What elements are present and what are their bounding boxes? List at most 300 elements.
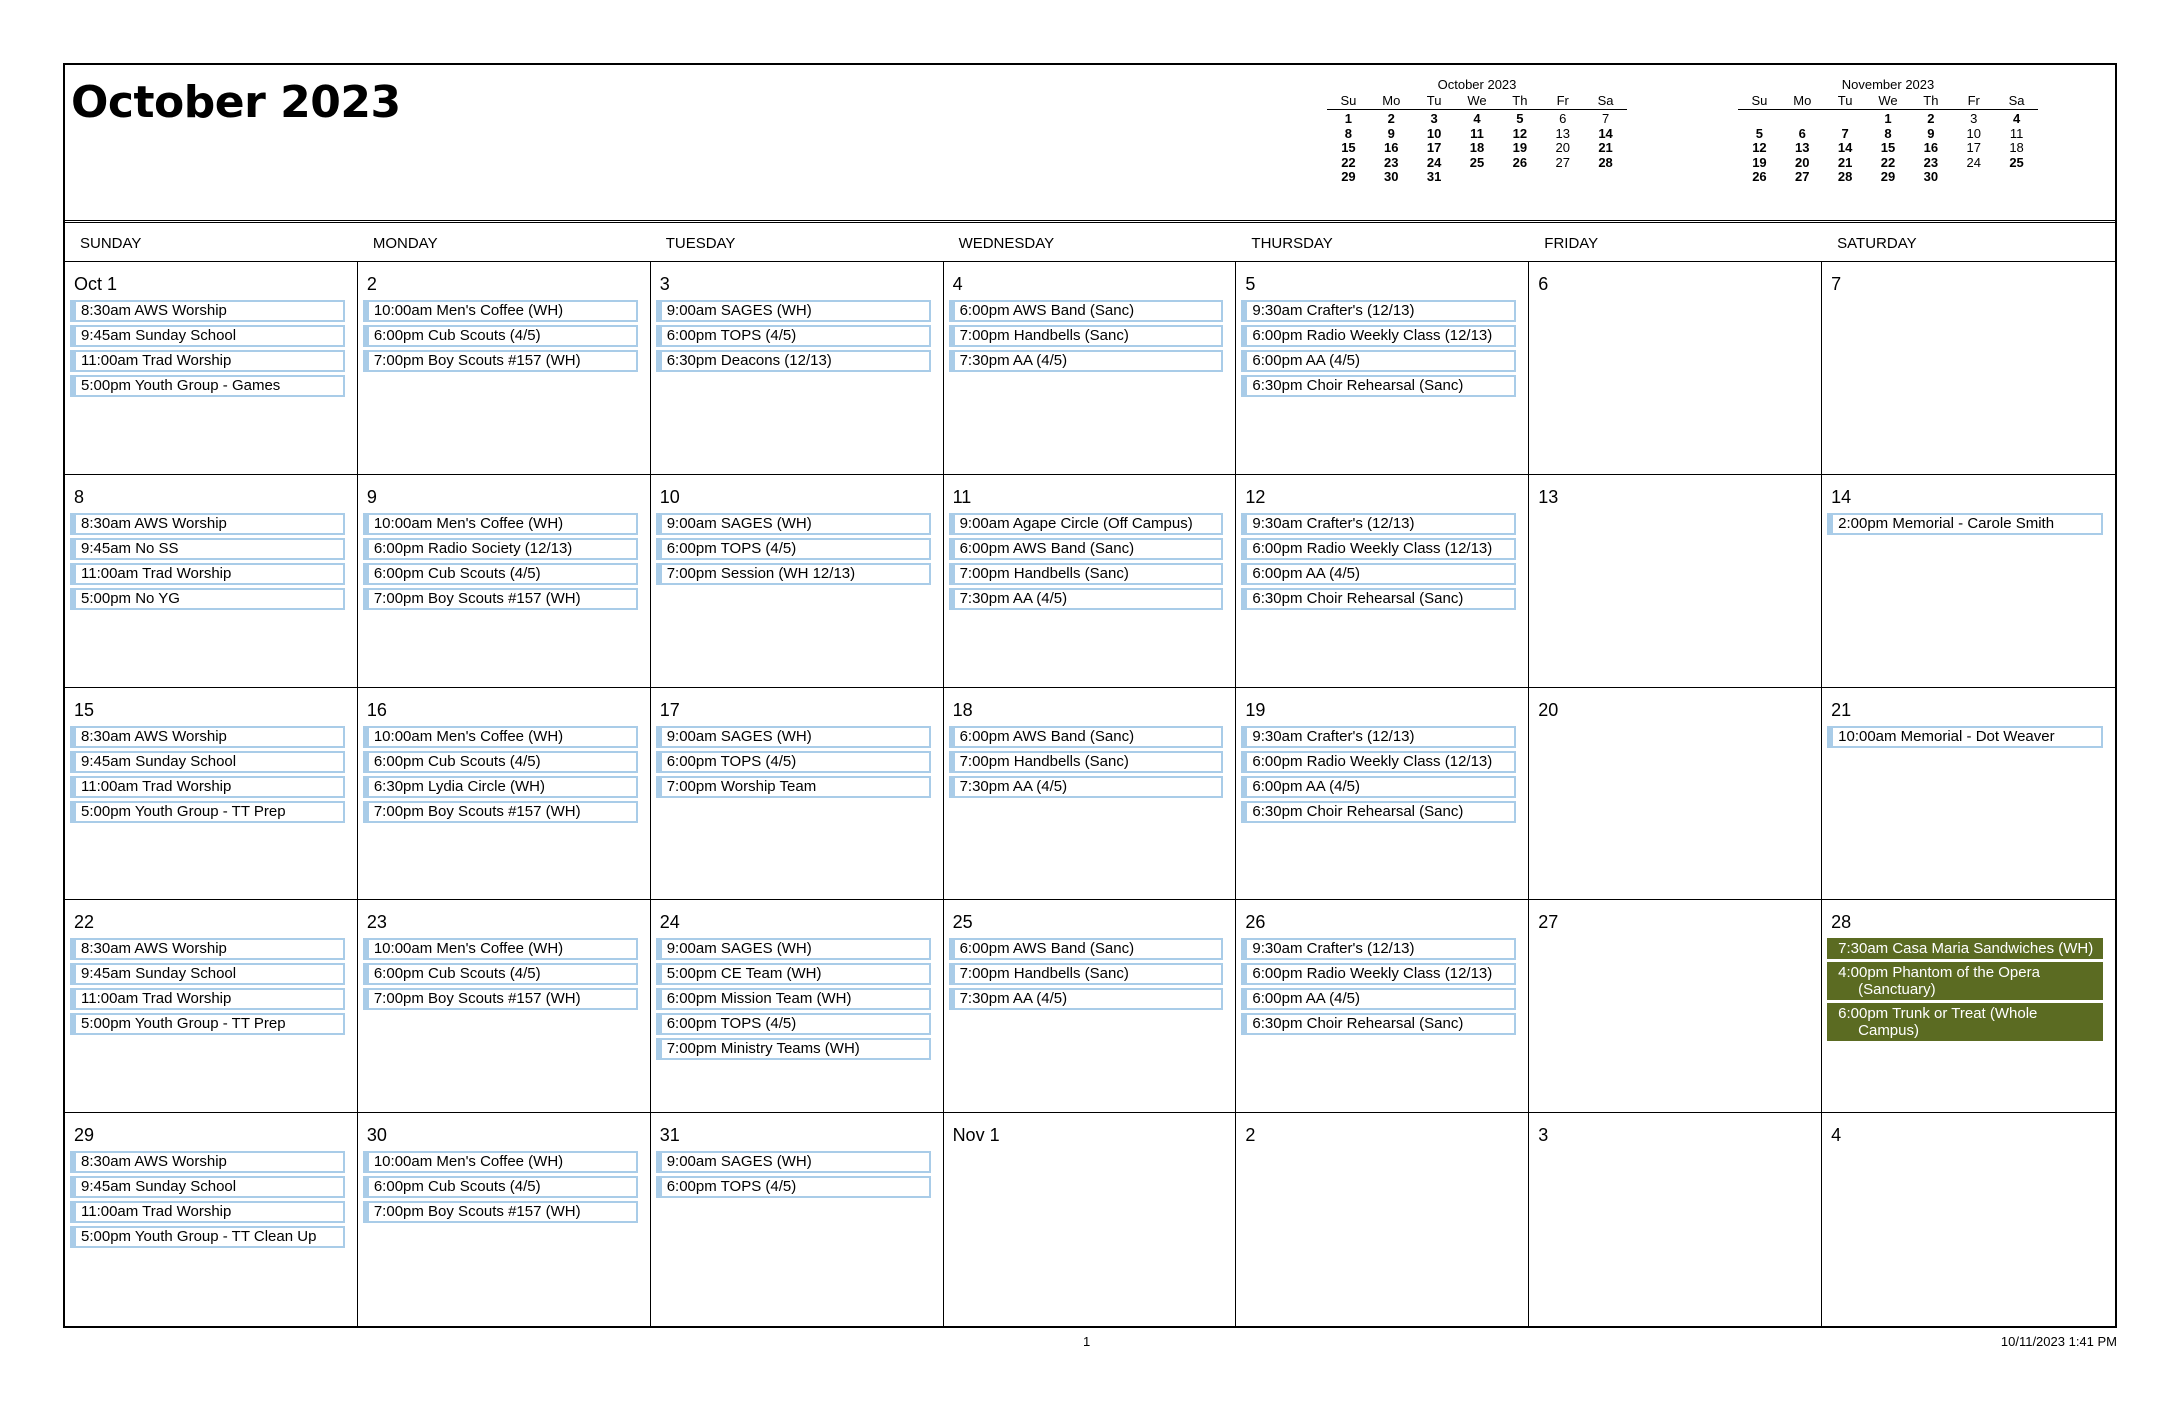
mini-day[interactable]: 6 xyxy=(1559,111,1567,126)
mini-day xyxy=(1995,170,2038,185)
mini-day[interactable]: 13 xyxy=(1795,140,1810,155)
calendar-event[interactable] xyxy=(949,751,1224,773)
mini-day[interactable]: 24 xyxy=(1426,154,1442,170)
calendar-event[interactable] xyxy=(70,801,345,823)
calendar-event[interactable] xyxy=(363,938,638,960)
event-text: 11:00am Trad Worship xyxy=(81,990,232,1008)
event-text: 6:30pm Deacons (12/13) xyxy=(666,352,832,369)
mini-day[interactable]: 1 xyxy=(1344,111,1353,126)
calendar-event[interactable] xyxy=(363,1201,638,1223)
calendar-event[interactable] xyxy=(1827,513,2103,535)
mini-weekday-label: Su xyxy=(1751,93,1768,108)
mini-weekday-label: Fr xyxy=(1967,93,1980,108)
event-text: 6:00pm Radio Weekly Class (12/13) xyxy=(1252,327,1493,344)
mini-day[interactable]: 3 xyxy=(1430,111,1438,126)
day-cell[interactable] xyxy=(358,475,651,688)
day-cell[interactable] xyxy=(65,900,358,1113)
day-cell[interactable] xyxy=(1529,900,1822,1113)
calendar-event[interactable] xyxy=(1241,938,1516,960)
calendar-event[interactable] xyxy=(656,563,931,585)
mini-day[interactable]: 5 xyxy=(1755,125,1764,141)
calendar-event[interactable] xyxy=(1827,726,2103,748)
mini-weekday-label: Fr xyxy=(1556,93,1569,108)
event-text: 2:00pm Memorial - Carole Smith xyxy=(1838,514,2055,532)
calendar-event[interactable] xyxy=(70,726,345,748)
calendar-event[interactable] xyxy=(70,350,345,372)
mini-day[interactable]: 29 xyxy=(1341,169,1356,184)
day-cell[interactable] xyxy=(1236,688,1529,901)
event-text: 7:00pm Boy Scouts #157 (WH) xyxy=(373,990,581,1008)
mini-weekday-label: Th xyxy=(1512,93,1528,108)
event-text: 7:00pm Handbells (Sanc) xyxy=(959,327,1129,344)
day-number: 18 xyxy=(952,699,973,720)
day-number: 4 xyxy=(952,274,963,294)
calendar-event[interactable] xyxy=(1241,751,1516,773)
weekday-label-sunday: SUNDAY xyxy=(80,235,142,252)
calendar-event[interactable] xyxy=(949,963,1224,985)
highlighted-event[interactable] xyxy=(1827,1003,2103,1041)
day-number: 15 xyxy=(74,699,95,720)
calendar-event[interactable] xyxy=(1241,726,1516,748)
day-cell[interactable] xyxy=(358,688,651,901)
calendar-event[interactable] xyxy=(656,538,931,560)
event-text: 9:45am Sunday School xyxy=(81,965,237,983)
event-text: 9:30am Crafter's (12/13) xyxy=(1252,727,1415,745)
calendar-event[interactable] xyxy=(656,1151,931,1173)
mini-day[interactable]: 23 xyxy=(1923,154,1939,170)
weekday-label-tuesday: TUESDAY xyxy=(665,235,736,252)
calendar-event[interactable] xyxy=(656,963,931,985)
mini-day[interactable]: 21 xyxy=(1837,154,1853,170)
calendar-event[interactable] xyxy=(656,325,931,347)
calendar-event[interactable] xyxy=(1241,325,1516,347)
calendar-event[interactable] xyxy=(949,938,1224,960)
mini-day[interactable]: 28 xyxy=(1598,154,1613,170)
event-text: 10:00am Men's Coffee (WH) xyxy=(373,302,564,319)
calendar-event[interactable] xyxy=(949,300,1224,322)
mini-day[interactable]: 15 xyxy=(1880,140,1896,155)
calendar-event[interactable] xyxy=(70,751,345,773)
mini-day[interactable]: 28 xyxy=(1837,169,1853,184)
day-number: 21 xyxy=(1831,699,1852,720)
event-text: 6:00pm Cub Scouts (4/5) xyxy=(373,965,541,983)
mini-day[interactable]: 17 xyxy=(1426,140,1442,155)
event-text: 8:30am AWS Worship xyxy=(81,302,227,319)
calendar-event[interactable] xyxy=(70,325,345,347)
day-number: 19 xyxy=(1245,699,1266,720)
calendar-event[interactable] xyxy=(656,1013,931,1035)
event-text: 11:00am Trad Worship xyxy=(81,564,232,582)
highlighted-event[interactable] xyxy=(1827,938,2103,959)
day-cell[interactable] xyxy=(944,1113,1237,1326)
mini-day[interactable]: 5 xyxy=(1516,111,1524,126)
day-number: 13 xyxy=(1538,486,1559,507)
event-text: 6:00pm AWS Band (Sanc) xyxy=(959,302,1135,319)
calendar-event[interactable] xyxy=(363,751,638,773)
event-text: 10:00am Men's Coffee (WH) xyxy=(373,940,564,958)
highlighted-event[interactable] xyxy=(1827,962,2103,1000)
day-cell[interactable] xyxy=(651,1113,944,1326)
mini-day[interactable]: 15 xyxy=(1341,140,1356,155)
day-number: 17 xyxy=(659,699,680,720)
calendar-event[interactable] xyxy=(656,751,931,773)
event-text: 6:00pm AWS Band (Sanc) xyxy=(959,539,1135,557)
event-text: 6:00pm TOPS (4/5) xyxy=(666,539,797,557)
event-text: 6:00pm Radio Society (12/13) xyxy=(373,539,573,557)
calendar-event[interactable] xyxy=(1241,300,1516,322)
calendar-event[interactable] xyxy=(70,1201,345,1223)
calendar-event[interactable] xyxy=(70,1013,345,1035)
calendar-event[interactable] xyxy=(70,963,345,985)
weekday-label-monday: MONDAY xyxy=(372,235,438,252)
calendar-event[interactable] xyxy=(363,963,638,985)
calendar-event[interactable] xyxy=(1241,350,1516,372)
day-cell[interactable] xyxy=(651,688,944,901)
day-number: 25 xyxy=(952,912,973,933)
mini-day[interactable]: 14 xyxy=(1837,140,1853,155)
mini-day[interactable]: 6 xyxy=(1798,125,1806,141)
calendar-event[interactable] xyxy=(949,776,1224,798)
mini-day[interactable]: 12 xyxy=(1752,140,1767,155)
event-text: 7:00pm Worship Team xyxy=(666,777,817,795)
mini-day[interactable]: 26 xyxy=(1752,169,1767,184)
event-text: 11:00am Trad Worship xyxy=(81,352,232,369)
mini-day[interactable]: 18 xyxy=(1469,140,1485,155)
day-cell[interactable] xyxy=(65,475,358,688)
mini-day[interactable]: 17 xyxy=(1966,140,1981,155)
event-text: 9:30am Crafter's (12/13) xyxy=(1252,940,1415,958)
event-text: 8:30am AWS Worship xyxy=(81,940,227,958)
mini-day[interactable]: 30 xyxy=(1384,169,1399,184)
mini-day[interactable]: 9 xyxy=(1927,125,1935,141)
day-number: 3 xyxy=(659,274,670,294)
event-text: 7:00pm Session (WH 12/13) xyxy=(666,564,856,582)
event-text: 7:30pm AA (4/5) xyxy=(959,990,1068,1008)
calendar-event[interactable] xyxy=(363,776,638,798)
day-number: 12 xyxy=(1245,486,1266,507)
event-text: 10:00am Men's Coffee (WH) xyxy=(373,514,564,532)
day-number: 9 xyxy=(366,486,377,507)
event-text: 6:00pm Cub Scouts (4/5) xyxy=(373,327,541,344)
mini-day[interactable]: 1 xyxy=(1884,111,1892,126)
mini-day[interactable]: 9 xyxy=(1387,125,1395,141)
day-cell[interactable] xyxy=(358,900,651,1113)
day-number: 7 xyxy=(1831,274,1842,294)
event-text: 7:00pm Handbells (Sanc) xyxy=(959,564,1129,582)
event-text: 10:00am Men's Coffee (WH) xyxy=(373,727,564,745)
day-number: 26 xyxy=(1245,912,1266,933)
event-text: 8:30am AWS Worship xyxy=(81,514,227,532)
calendar-event[interactable] xyxy=(70,776,345,798)
mini-day[interactable]: 16 xyxy=(1384,140,1399,155)
mini-day[interactable]: 23 xyxy=(1384,154,1399,170)
calendar-event[interactable] xyxy=(70,588,345,610)
day-cell[interactable] xyxy=(1822,262,2115,475)
calendar-event[interactable] xyxy=(949,726,1224,748)
mini-day[interactable]: 7 xyxy=(1601,111,1610,126)
calendar-event[interactable] xyxy=(70,300,345,322)
calendar-event[interactable] xyxy=(70,375,345,397)
calendar-event[interactable] xyxy=(1241,563,1516,585)
weekday-header-row xyxy=(65,226,2115,262)
mini-weekday-label: We xyxy=(1467,93,1487,108)
calendar-event[interactable] xyxy=(656,513,931,535)
calendar-event[interactable] xyxy=(363,300,638,322)
mini-day[interactable]: 14 xyxy=(1598,125,1613,141)
day-cell[interactable] xyxy=(1529,262,1822,475)
calendar-event[interactable] xyxy=(70,938,345,960)
day-number: Nov 1 xyxy=(952,1125,1000,1146)
event-text: 9:45am Sunday School xyxy=(81,752,237,770)
mini-day xyxy=(1952,170,1995,185)
calendar-event[interactable] xyxy=(70,513,345,535)
event-text: 6:00pm TOPS (4/5) xyxy=(666,327,797,344)
calendar-event[interactable] xyxy=(70,1151,345,1173)
calendar-event[interactable] xyxy=(1241,1013,1516,1035)
event-text: 7:30pm AA (4/5) xyxy=(959,777,1068,795)
mini-day xyxy=(1541,170,1584,185)
day-cell[interactable] xyxy=(1529,1113,1822,1326)
day-cell[interactable] xyxy=(1822,688,2115,901)
event-text: 6:00pm Cub Scouts (4/5) xyxy=(373,752,541,770)
mini-day[interactable]: 10 xyxy=(1426,125,1442,141)
weekday-label-thursday: THURSDAY xyxy=(1251,235,1333,252)
mini-day[interactable]: 4 xyxy=(2012,111,2021,126)
day-number: 30 xyxy=(366,1125,387,1146)
mini-day[interactable]: 20 xyxy=(1555,140,1570,155)
mini-calendar-title: November 2023 xyxy=(1841,77,1935,92)
calendar-event[interactable] xyxy=(949,563,1224,585)
mini-day[interactable]: 11 xyxy=(1470,125,1484,141)
mini-calendar-title: October 2023 xyxy=(1437,77,1517,92)
mini-day[interactable]: 4 xyxy=(1473,111,1481,126)
day-number: 8 xyxy=(74,486,85,507)
calendar-event[interactable] xyxy=(949,588,1224,610)
calendar-event[interactable] xyxy=(1241,963,1516,985)
mini-day[interactable]: 24 xyxy=(1966,154,1981,170)
calendar-event[interactable] xyxy=(656,300,931,322)
event-text-continued: Campus) xyxy=(1858,1022,1919,1040)
event-text: 9:00am SAGES (WH) xyxy=(666,1153,812,1171)
event-text: 5:00pm No YG xyxy=(81,589,180,607)
event-text: 11:00am Trad Worship xyxy=(81,777,232,795)
calendar-event[interactable] xyxy=(363,988,638,1010)
day-cell[interactable] xyxy=(944,688,1237,901)
mini-day[interactable]: 29 xyxy=(1880,169,1896,184)
day-cell[interactable] xyxy=(358,262,651,475)
calendar-event[interactable] xyxy=(70,563,345,585)
calendar-event[interactable] xyxy=(363,801,638,823)
mini-day xyxy=(1738,112,1781,127)
event-text: 7:30am Casa Maria Sandwiches (WH) xyxy=(1838,940,2094,958)
calendar-event[interactable] xyxy=(656,1038,931,1060)
mini-day[interactable]: 26 xyxy=(1512,154,1528,170)
day-number: 4 xyxy=(1831,1125,1842,1146)
event-text: 6:00pm AA (4/5) xyxy=(1252,990,1360,1008)
event-text: 9:00am Agape Circle (Off Campus) xyxy=(959,514,1193,532)
event-text: 6:00pm AWS Band (Sanc) xyxy=(959,727,1135,745)
mini-weekday-label: Sa xyxy=(2008,93,2025,108)
mini-day[interactable]: 8 xyxy=(1344,125,1353,141)
day-number: 28 xyxy=(1831,912,1852,933)
calendar-event[interactable] xyxy=(1241,776,1516,798)
mini-day[interactable]: 31 xyxy=(1426,169,1442,184)
event-text: 6:30pm Lydia Circle (WH) xyxy=(373,777,545,795)
calendar-event[interactable] xyxy=(949,325,1224,347)
day-cell[interactable] xyxy=(1822,475,2115,688)
event-text: 6:30pm Choir Rehearsal (Sanc) xyxy=(1252,802,1464,820)
mini-day[interactable]: 2 xyxy=(1927,111,1935,126)
mini-day[interactable]: 19 xyxy=(1512,140,1528,155)
day-number: 16 xyxy=(366,699,387,720)
mini-day[interactable]: 18 xyxy=(2009,140,2024,155)
day-number: 11 xyxy=(952,486,972,507)
event-text: 9:00am SAGES (WH) xyxy=(666,514,812,532)
event-text: 7:00pm Boy Scouts #157 (WH) xyxy=(373,1203,581,1221)
event-text: 6:00pm Radio Weekly Class (12/13) xyxy=(1252,539,1493,557)
mini-day[interactable]: 19 xyxy=(1752,154,1767,170)
day-cell[interactable] xyxy=(1822,900,2115,1113)
calendar-event[interactable] xyxy=(1241,538,1516,560)
mini-day xyxy=(1781,112,1824,127)
event-text: 6:00pm TOPS (4/5) xyxy=(666,1178,797,1196)
day-cell[interactable] xyxy=(1236,900,1529,1113)
calendar-event[interactable] xyxy=(656,350,931,372)
day-cell[interactable] xyxy=(651,900,944,1113)
mini-day[interactable]: 8 xyxy=(1884,125,1892,141)
mini-day xyxy=(1456,170,1499,185)
mini-day[interactable]: 2 xyxy=(1387,111,1395,126)
mini-weekday-label: Tu xyxy=(1426,93,1442,108)
print-timestamp: 10/11/2023 1:41 PM xyxy=(2000,1334,2117,1349)
calendar-event[interactable] xyxy=(949,350,1224,372)
weekday-label-saturday: SATURDAY xyxy=(1837,235,1917,252)
mini-day[interactable]: 27 xyxy=(1795,169,1810,184)
mini-weekday-label: We xyxy=(1878,93,1898,108)
mini-day[interactable]: 25 xyxy=(1469,154,1485,170)
mini-day[interactable]: 22 xyxy=(1341,154,1356,170)
event-text: 9:45am Sunday School xyxy=(81,1178,237,1196)
event-text: 4:00pm Phantom of the Opera xyxy=(1838,964,2040,982)
day-cell[interactable] xyxy=(1236,262,1529,475)
calendar-event[interactable] xyxy=(1241,801,1516,823)
calendar-event[interactable] xyxy=(363,1151,638,1173)
event-text: 7:30pm AA (4/5) xyxy=(959,589,1068,607)
day-number: 31 xyxy=(659,1125,680,1146)
day-cell[interactable] xyxy=(358,1113,651,1326)
mini-day[interactable]: 12 xyxy=(1512,125,1528,141)
calendar-event[interactable] xyxy=(949,513,1224,535)
calendar-event[interactable] xyxy=(656,938,931,960)
day-cell[interactable] xyxy=(944,262,1237,475)
calendar-event[interactable] xyxy=(363,563,638,585)
calendar-event[interactable] xyxy=(70,538,345,560)
calendar-event[interactable] xyxy=(363,726,638,748)
mini-day[interactable]: 22 xyxy=(1880,154,1896,170)
day-cell[interactable] xyxy=(1822,1113,2115,1326)
day-cell[interactable] xyxy=(944,475,1237,688)
page-number: 1 xyxy=(1083,1334,1091,1349)
calendar-event[interactable] xyxy=(1241,988,1516,1010)
calendar-event[interactable] xyxy=(949,538,1224,560)
day-number: 10 xyxy=(659,486,680,507)
calendar-event[interactable] xyxy=(656,726,931,748)
day-cell[interactable] xyxy=(651,262,944,475)
calendar-event[interactable] xyxy=(70,988,345,1010)
calendar-event[interactable] xyxy=(70,1226,345,1248)
mini-day[interactable]: 27 xyxy=(1555,154,1570,170)
mini-calendar-days xyxy=(1327,110,1627,185)
event-text: 9:30am Crafter's (12/13) xyxy=(1252,514,1415,532)
calendar-event[interactable] xyxy=(656,776,931,798)
mini-weekday-label: Sa xyxy=(1597,93,1614,108)
event-text-continued: (Sanctuary) xyxy=(1858,981,1936,999)
calendar-event[interactable] xyxy=(656,1176,931,1198)
calendar-event[interactable] xyxy=(1241,513,1516,535)
mini-day[interactable]: 25 xyxy=(2009,154,2024,170)
event-text: 9:30am Crafter's (12/13) xyxy=(1252,302,1415,319)
event-text: 6:00pm TOPS (4/5) xyxy=(666,752,797,770)
event-text: 9:45am No SS xyxy=(81,539,179,557)
mini-day[interactable]: 3 xyxy=(1970,111,1978,126)
day-cell[interactable] xyxy=(651,475,944,688)
mini-weekday-label: Su xyxy=(1340,93,1357,108)
calendar-event[interactable] xyxy=(1241,588,1516,610)
day-cell[interactable] xyxy=(65,688,358,901)
calendar-event[interactable] xyxy=(363,538,638,560)
day-cell[interactable] xyxy=(1236,475,1529,688)
mini-day[interactable]: 13 xyxy=(1555,125,1570,141)
event-text: 6:00pm Cub Scouts (4/5) xyxy=(373,564,541,582)
event-text: 10:00am Memorial - Dot Weaver xyxy=(1838,727,2055,745)
day-number: 2 xyxy=(1245,1125,1256,1146)
day-cell[interactable] xyxy=(65,1113,358,1326)
calendar-event[interactable] xyxy=(363,350,638,372)
mini-day[interactable]: 21 xyxy=(1598,140,1613,155)
mini-day xyxy=(1824,112,1867,127)
day-cell[interactable] xyxy=(1529,475,1822,688)
calendar-event[interactable] xyxy=(656,988,931,1010)
calendar-event[interactable] xyxy=(70,1176,345,1198)
event-text: 6:30pm Choir Rehearsal (Sanc) xyxy=(1252,589,1464,607)
calendar-event[interactable] xyxy=(363,513,638,535)
calendar-event[interactable] xyxy=(363,325,638,347)
day-cell[interactable] xyxy=(65,262,358,475)
mini-day[interactable]: 16 xyxy=(1923,140,1939,155)
day-cell[interactable] xyxy=(944,900,1237,1113)
mini-weekday-label: Th xyxy=(1923,93,1939,108)
mini-day[interactable]: 30 xyxy=(1923,169,1939,184)
mini-day[interactable]: 11 xyxy=(2009,125,2024,141)
mini-day[interactable]: 7 xyxy=(1841,125,1849,141)
mini-calendar-weekdays xyxy=(1327,93,1627,110)
mini-day[interactable]: 10 xyxy=(1966,125,1981,141)
mini-calendar-november xyxy=(1738,77,2038,185)
mini-day[interactable]: 20 xyxy=(1795,154,1810,170)
event-text: 5:00pm Youth Group - TT Prep xyxy=(81,1015,286,1033)
calendar-event[interactable] xyxy=(1241,375,1516,397)
day-cell[interactable] xyxy=(1236,1113,1529,1326)
event-text: 6:00pm Cub Scouts (4/5) xyxy=(373,1178,541,1196)
calendar-event[interactable] xyxy=(363,588,638,610)
mini-weekday-label: Mo xyxy=(1382,93,1401,108)
calendar-event[interactable] xyxy=(363,1176,638,1198)
event-text: 9:45am Sunday School xyxy=(81,327,237,344)
event-text: 7:00pm Boy Scouts #157 (WH) xyxy=(373,589,581,607)
day-cell[interactable] xyxy=(1529,688,1822,901)
mini-day xyxy=(1498,170,1541,185)
calendar-event[interactable] xyxy=(949,988,1224,1010)
